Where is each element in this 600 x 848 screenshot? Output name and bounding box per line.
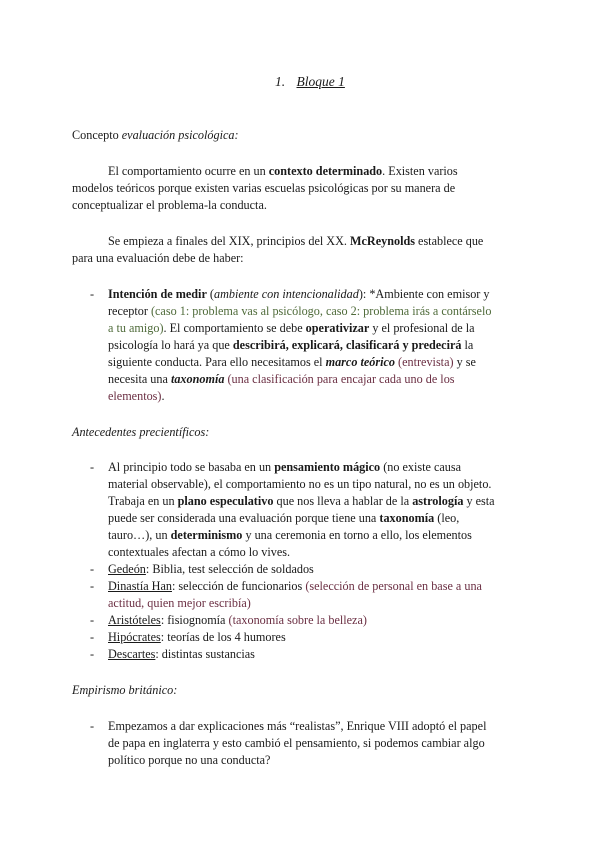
text: contextuales afectan a cómo lo vives. (108, 545, 291, 559)
bullet-dash: - (90, 579, 95, 593)
concepto-heading (72, 127, 239, 144)
underlined-name: Hipócrates (108, 630, 161, 644)
text: para una evaluación debe de haber: (72, 251, 244, 265)
comment-text: (caso 1: problema vas al psicólogo, caso 2: problema irás a contárselo (150, 304, 492, 318)
empirismo-heading: Empirismo británico: (72, 683, 178, 697)
text: ): *Ambiente con emisor y (358, 287, 490, 301)
text: : selección de funcionarios (171, 579, 306, 593)
text: receptor (108, 304, 151, 318)
bullet-dash: - (90, 460, 95, 474)
text: siguiente conducta. Para ello necesitamos el (108, 355, 326, 369)
text: que nos lleva a hablar de la (273, 494, 413, 508)
underlined-name: Gedeón (108, 562, 146, 576)
bold-italic-text: taxonomía (170, 372, 225, 386)
concepto-label-italic: evaluación psicológica: (121, 128, 239, 142)
text: modelos teóricos porque existen varias escuelas psicológicas por su manera de (72, 181, 456, 195)
bold-text: astrología (412, 494, 464, 508)
text: necesita una (108, 372, 171, 386)
text: : fisiognomía (160, 613, 229, 627)
underlined-name: Dinastía Han (108, 579, 172, 593)
concepto-label: Concepto (72, 128, 122, 142)
comment-text: (selección de personal en base a una (305, 579, 482, 593)
bold-text: plano especulativo (177, 494, 274, 508)
text: Trabaja en un (108, 494, 178, 508)
bold-text: McReynolds (349, 234, 415, 248)
text: ( (206, 287, 214, 301)
text: El comportamiento ocurre en un (108, 164, 269, 178)
bullet-dash: - (90, 562, 95, 576)
text: (no existe causa (380, 460, 462, 474)
text: : Biblia, test selección de soldados (145, 562, 314, 576)
text: Se empieza a finales del XIX, principios del XX. (108, 234, 350, 248)
text: conceptualizar el problema-la conducta. (72, 198, 267, 212)
bullet-dash: - (90, 630, 95, 644)
title-number: 1. (275, 74, 286, 89)
text: . (161, 389, 165, 403)
text: y una ceremonia en torno a ello, los elementos (242, 528, 472, 542)
text: y se (453, 355, 476, 369)
text: político porque no una conducta? (108, 753, 271, 767)
text: puede ser considerada una evaluación porque tiene una (108, 511, 380, 525)
text: de papa en inglaterra y esto cambió el pensamiento, si podemos cambiar algo (108, 736, 485, 750)
comment-text: (entrevista) (395, 355, 454, 369)
text: : distintas sustancias (155, 647, 255, 661)
comment-text: (taxonomía sobre la belleza) (228, 613, 367, 627)
text: tauro…), un (108, 528, 171, 542)
comment-text: (una clasificación para encajar cada uno de los (224, 372, 455, 386)
text: . El comportamiento se debe (163, 321, 306, 335)
text: la (461, 338, 474, 352)
page-title (275, 74, 345, 90)
bullet-dash: - (90, 613, 95, 627)
text: : teorías de los 4 humores (160, 630, 286, 644)
text: Empezamos a dar explicaciones más “realistas”, Enrique VIII adoptó el papel (108, 719, 487, 733)
underlined-name: Aristóteles (108, 613, 161, 627)
text: y el profesional de la (369, 321, 475, 335)
bold-text: taxonomía (379, 511, 435, 525)
antecedentes-heading: Antecedentes precientíficos: (72, 425, 210, 439)
text: y esta (463, 494, 495, 508)
bold-text: describirá, explicará, clasificará y predecirá (232, 338, 462, 352)
comment-text: elementos) (108, 389, 162, 403)
bullet-dash: - (90, 719, 95, 733)
bold-text: contexto determinado (268, 164, 383, 178)
comment-text: a tu amigo) (108, 321, 164, 335)
underlined-name: Descartes (108, 647, 156, 661)
italic-text: ambiente con intencionalidad (213, 287, 359, 301)
bold-text: determinismo (170, 528, 243, 542)
text: material observable), el comportamiento no es un tipo natural, no es un objeto. (108, 477, 492, 491)
bold-text: Intención de medir (108, 287, 207, 301)
text: . Existen varios (382, 164, 458, 178)
bullet-dash: - (90, 647, 95, 661)
bullet-dash: - (90, 287, 95, 301)
title-text: Bloque 1 (296, 74, 345, 89)
comment-text: actitud, quien mejor escribía) (108, 596, 251, 610)
text: Al principio todo se basaba en un (108, 460, 275, 474)
bold-italic-text: marco teórico (325, 355, 395, 369)
bold-text: pensamiento mágico (274, 460, 381, 474)
bold-text: operativizar (305, 321, 370, 335)
text: (leo, (434, 511, 460, 525)
text: psicología lo hará ya que (108, 338, 233, 352)
text: establece que (414, 234, 484, 248)
